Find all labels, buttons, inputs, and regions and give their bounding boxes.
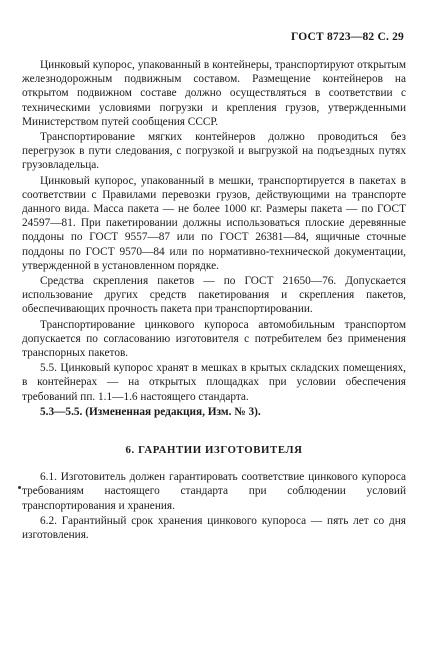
paragraph-soft-containers: Транспортирование мягких контейнеров должно проводиться без перегрузок в пути следования, с погрузкой и выгрузкой на подъездных путях грузовладельца. xyxy=(22,131,406,172)
paragraph-storage: 5.5. Цинковый купорос хранят в мешках в крытых складских помещениях, в контейнерах — на открытых площадках при условии обеспечения требований пп. 1.1—1.6 настоящего стандарта. xyxy=(22,362,406,403)
paragraph-bags-packages: Цинковый купорос, упакованный в мешки, транспортируется в пакетах в соответствии с Правилами перевозки грузов, действующими на транспорте данного вида. Масса пакета — не более 1000 кг. Размеры пакета — по ГОСТ 24597—81. При пакетировании должны использоваться плоские деревянные поддоны по ГОСТ 9557—87 или по ГОСТ 26381—84, ящичные сточные поддоны по ГОСТ 9570—84 или по нормативно-технической документации, утвержденной в установленном порядке. xyxy=(22,174,406,272)
amendment-range: 5.3—5.5. xyxy=(40,405,83,418)
section-title: 6. ГАРАНТИИ ИЗГОТОВИТЕЛЯ xyxy=(125,444,303,457)
document-body xyxy=(22,58,406,542)
paragraph-warranty-compliance: 6.1. Изготовитель должен гарантировать соответствие цинкового купороса требованиям настоящего стандарта при соблюдении условий транспортирования и хранения. xyxy=(22,471,406,512)
paragraph-container-transport: Цинковый купорос, упакованный в контейнеры, транспортируют открытым железнодорожным подвижным составом. Размещение контейнеров на открытом подвижном составе должно осуществляться в соответствии с техническими условиями погрузки и крепления грузов, утвержденными Министерством путей сообщения СССР. xyxy=(22,59,406,128)
paragraph-fastening: Средства скрепления пакетов — по ГОСТ 21650—76. Допускается использование других средств пакетирования и скрепления пакетов, обеспечивающих прочность пакета при транспортировании. xyxy=(22,275,406,316)
amendment-note xyxy=(22,405,406,419)
page-header: ГОСТ 8723—82 С. 29 xyxy=(291,31,404,43)
amendment-text: (Измененная редакция, Изм. № 3). xyxy=(85,405,261,418)
paragraph-road-transport: Транспортирование цинкового купороса автомобильным транспортом допускается по согласованию изготовителя с потребителем без применения транспорных пакетов. xyxy=(22,318,406,360)
paragraph-warranty-period: 6.2. Гарантийный срок хранения цинкового купороса — пять лет со дня изготовления. xyxy=(22,514,406,542)
scan-dot xyxy=(18,486,21,489)
